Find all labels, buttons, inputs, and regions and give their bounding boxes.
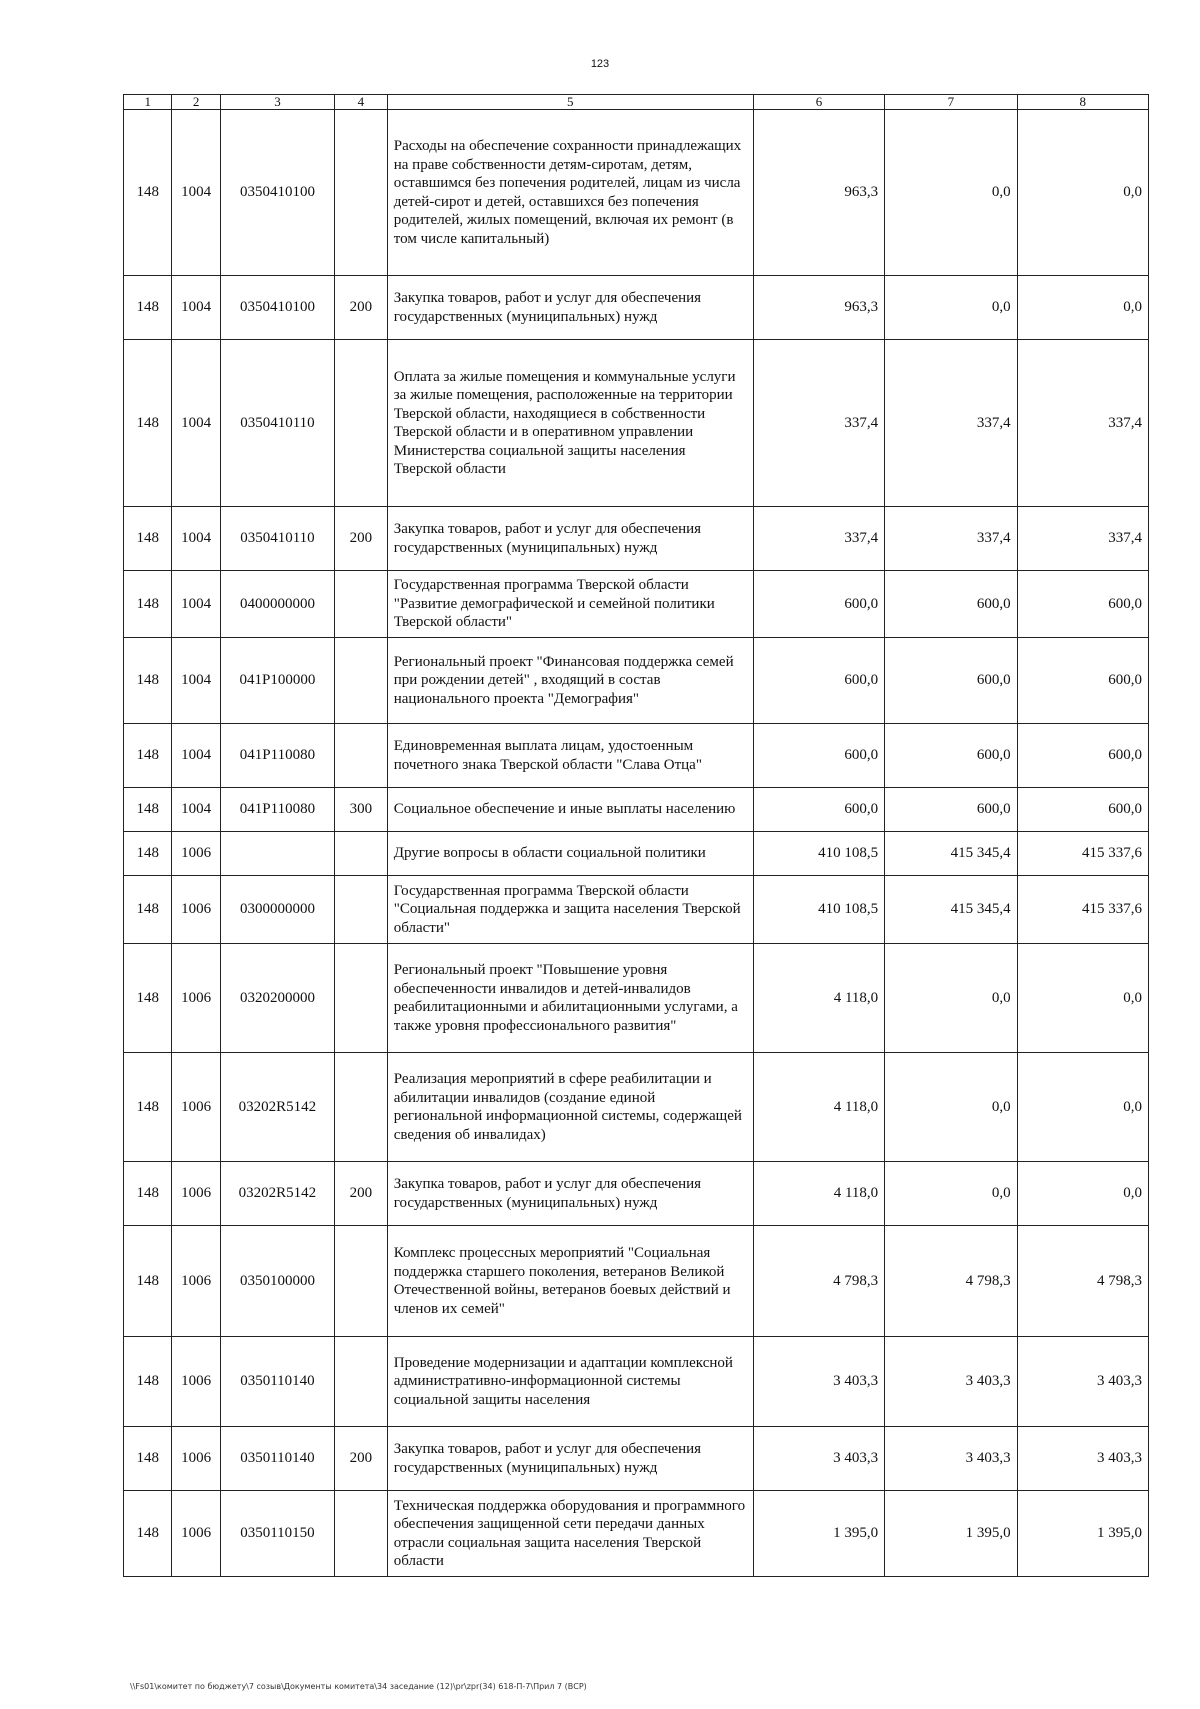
amount-col7-cell: 4 798,3	[885, 1226, 1017, 1337]
table-row	[124, 507, 1149, 571]
expense-type-cell: 200	[335, 276, 388, 340]
amount-col7-cell: 1 395,0	[885, 1491, 1017, 1577]
amount-col8-cell: 0,0	[1017, 944, 1148, 1053]
description-cell: Реализация мероприятий в сфере реабилитации и абилитации инвалидов (создание единой региональной информационной системы, содержащей сведения об инвалидах)	[387, 1053, 753, 1162]
section-code-cell: 1006	[172, 944, 220, 1053]
amount-col7-cell: 600,0	[885, 788, 1017, 832]
expense-type-cell	[335, 1491, 388, 1577]
column-header: 6	[753, 95, 884, 110]
amount-col7-cell: 0,0	[885, 1053, 1017, 1162]
amount-col8-cell: 1 395,0	[1017, 1491, 1148, 1577]
section-code-cell: 1006	[172, 832, 220, 876]
expense-type-cell	[335, 571, 388, 638]
amount-col8-cell: 0,0	[1017, 1053, 1148, 1162]
target-article-cell: 0350410110	[220, 507, 334, 571]
expense-type-cell	[335, 832, 388, 876]
table-row	[124, 1053, 1149, 1162]
table-row	[124, 1491, 1149, 1577]
description-cell: Региональный проект "Финансовая поддержка семей при рождении детей" , входящий в состав национального проекта "Демография"	[387, 638, 753, 724]
amount-col8-cell: 3 403,3	[1017, 1427, 1148, 1491]
target-article-cell: 041P110080	[220, 788, 334, 832]
table-row	[124, 1337, 1149, 1427]
section-code-cell: 1006	[172, 1053, 220, 1162]
table-row	[124, 944, 1149, 1053]
amount-col6-cell: 963,3	[753, 276, 884, 340]
description-cell: Расходы на обеспечение сохранности принадлежащих на праве собственности детям-сиротам, детям, оставшимся без попечения родителей, лицам из числа детей-сирот и детей, оставшихся без попечения родителей, жилых помещений, включая их ремонт (в том числе капитальный)	[387, 110, 753, 276]
budget-table	[123, 94, 1149, 1577]
expense-type-cell	[335, 340, 388, 507]
description-cell: Социальное обеспечение и иные выплаты населению	[387, 788, 753, 832]
amount-col6-cell: 600,0	[753, 724, 884, 788]
amount-col6-cell: 410 108,5	[753, 832, 884, 876]
amount-col6-cell: 963,3	[753, 110, 884, 276]
table-row	[124, 788, 1149, 832]
ministry-code-cell: 148	[124, 1491, 172, 1577]
section-code-cell: 1006	[172, 876, 220, 944]
expense-type-cell	[335, 724, 388, 788]
amount-col8-cell: 600,0	[1017, 724, 1148, 788]
description-cell: Оплата за жилые помещения и коммунальные услуги за жилые помещения, расположенные на территории Тверской области, находящиеся в собственности Тверской области и в оперативном управлении Министерства социальной защиты населения Тверской области	[387, 340, 753, 507]
ministry-code-cell: 148	[124, 788, 172, 832]
description-cell: Закупка товаров, работ и услуг для обеспечения государственных (муниципальных) нужд	[387, 276, 753, 340]
table-row	[124, 340, 1149, 507]
section-code-cell: 1006	[172, 1427, 220, 1491]
amount-col8-cell: 0,0	[1017, 110, 1148, 276]
expense-type-cell: 300	[335, 788, 388, 832]
amount-col7-cell: 0,0	[885, 944, 1017, 1053]
amount-col6-cell: 600,0	[753, 638, 884, 724]
section-code-cell: 1006	[172, 1491, 220, 1577]
column-header: 3	[220, 95, 334, 110]
amount-col8-cell: 0,0	[1017, 1162, 1148, 1226]
amount-col6-cell: 3 403,3	[753, 1427, 884, 1491]
amount-col6-cell: 4 118,0	[753, 1162, 884, 1226]
amount-col6-cell: 4 118,0	[753, 944, 884, 1053]
amount-col8-cell: 337,4	[1017, 340, 1148, 507]
amount-col8-cell: 337,4	[1017, 507, 1148, 571]
page-number: 123	[590, 58, 610, 70]
description-cell: Региональный проект "Повышение уровня обеспеченности инвалидов и детей-инвалидов реабилитационными и абилитационными услугами, а также уровня профессионального развития"	[387, 944, 753, 1053]
amount-col6-cell: 600,0	[753, 788, 884, 832]
target-article-cell: 0320200000	[220, 944, 334, 1053]
table-row	[124, 1427, 1149, 1491]
ministry-code-cell: 148	[124, 276, 172, 340]
section-code-cell: 1006	[172, 1226, 220, 1337]
description-cell: Закупка товаров, работ и услуг для обеспечения государственных (муниципальных) нужд	[387, 1427, 753, 1491]
section-code-cell: 1004	[172, 276, 220, 340]
description-cell: Другие вопросы в области социальной политики	[387, 832, 753, 876]
table-row	[124, 276, 1149, 340]
table-row	[124, 638, 1149, 724]
section-code-cell: 1004	[172, 724, 220, 788]
column-number-row	[124, 95, 1149, 110]
expense-type-cell	[335, 638, 388, 724]
expense-type-cell	[335, 944, 388, 1053]
expense-type-cell: 200	[335, 507, 388, 571]
amount-col6-cell: 337,4	[753, 340, 884, 507]
ministry-code-cell: 148	[124, 876, 172, 944]
section-code-cell: 1004	[172, 571, 220, 638]
footer-file-path: \\Fs01\комитет по бюджету\7 созыв\Документы комитета\34 заседание (12)\pr\zpr(34) 618-П-7\Прил 7 (ВСР)	[130, 1682, 587, 1691]
ministry-code-cell: 148	[124, 571, 172, 638]
target-article-cell: 0350110140	[220, 1337, 334, 1427]
expense-type-cell	[335, 1337, 388, 1427]
ministry-code-cell: 148	[124, 1053, 172, 1162]
table-row	[124, 832, 1149, 876]
column-header: 2	[172, 95, 220, 110]
description-cell: Государственная программа Тверской области "Социальная поддержка и защита населения Тверской области"	[387, 876, 753, 944]
ministry-code-cell: 148	[124, 944, 172, 1053]
amount-col7-cell: 600,0	[885, 724, 1017, 788]
target-article-cell	[220, 832, 334, 876]
amount-col7-cell: 600,0	[885, 638, 1017, 724]
amount-col6-cell: 337,4	[753, 507, 884, 571]
target-article-cell: 041P100000	[220, 638, 334, 724]
column-header: 8	[1017, 95, 1148, 110]
table-row	[124, 724, 1149, 788]
target-article-cell: 0400000000	[220, 571, 334, 638]
amount-col6-cell: 3 403,3	[753, 1337, 884, 1427]
target-article-cell: 041P110080	[220, 724, 334, 788]
target-article-cell: 03202R5142	[220, 1053, 334, 1162]
section-code-cell: 1004	[172, 110, 220, 276]
amount-col6-cell: 600,0	[753, 571, 884, 638]
amount-col7-cell: 3 403,3	[885, 1427, 1017, 1491]
ministry-code-cell: 148	[124, 1226, 172, 1337]
ministry-code-cell: 148	[124, 340, 172, 507]
amount-col8-cell: 600,0	[1017, 571, 1148, 638]
table-row	[124, 1226, 1149, 1337]
column-header: 7	[885, 95, 1017, 110]
target-article-cell: 0350410100	[220, 110, 334, 276]
amount-col7-cell: 600,0	[885, 571, 1017, 638]
description-cell: Закупка товаров, работ и услуг для обеспечения государственных (муниципальных) нужд	[387, 507, 753, 571]
section-code-cell: 1004	[172, 788, 220, 832]
description-cell: Техническая поддержка оборудования и программного обеспечения защищенной сети передачи данных отрасли социальная защита населения Тверской области	[387, 1491, 753, 1577]
ministry-code-cell: 148	[124, 1337, 172, 1427]
amount-col8-cell: 4 798,3	[1017, 1226, 1148, 1337]
ministry-code-cell: 148	[124, 724, 172, 788]
amount-col8-cell: 0,0	[1017, 276, 1148, 340]
expense-type-cell	[335, 1226, 388, 1337]
amount-col7-cell: 0,0	[885, 1162, 1017, 1226]
target-article-cell: 0350110150	[220, 1491, 334, 1577]
target-article-cell: 0350410110	[220, 340, 334, 507]
expense-type-cell: 200	[335, 1427, 388, 1491]
amount-col7-cell: 337,4	[885, 507, 1017, 571]
ministry-code-cell: 148	[124, 1162, 172, 1226]
target-article-cell: 0350410100	[220, 276, 334, 340]
description-cell: Закупка товаров, работ и услуг для обеспечения государственных (муниципальных) нужд	[387, 1162, 753, 1226]
column-header: 1	[124, 95, 172, 110]
table-row	[124, 571, 1149, 638]
description-cell: Проведение модернизации и адаптации комплексной административно-информационной системы социальной защиты населения	[387, 1337, 753, 1427]
amount-col8-cell: 3 403,3	[1017, 1337, 1148, 1427]
amount-col7-cell: 415 345,4	[885, 876, 1017, 944]
expense-type-cell: 200	[335, 1162, 388, 1226]
ministry-code-cell: 148	[124, 1427, 172, 1491]
ministry-code-cell: 148	[124, 638, 172, 724]
description-cell: Единовременная выплата лицам, удостоенным почетного знака Тверской области "Слава Отца"	[387, 724, 753, 788]
section-code-cell: 1006	[172, 1337, 220, 1427]
target-article-cell: 0350100000	[220, 1226, 334, 1337]
table-row	[124, 876, 1149, 944]
column-header: 5	[387, 95, 753, 110]
amount-col7-cell: 337,4	[885, 340, 1017, 507]
section-code-cell: 1004	[172, 507, 220, 571]
amount-col7-cell: 0,0	[885, 276, 1017, 340]
ministry-code-cell: 148	[124, 110, 172, 276]
section-code-cell: 1004	[172, 638, 220, 724]
ministry-code-cell: 148	[124, 507, 172, 571]
description-cell: Комплекс процессных мероприятий "Социальная поддержка старшего поколения, ветеранов Великой Отечественной войны, ветеранов боевых действий и членов их семей"	[387, 1226, 753, 1337]
description-cell: Государственная программа Тверской области "Развитие демографической и семейной политики Тверской области"	[387, 571, 753, 638]
target-article-cell: 0350110140	[220, 1427, 334, 1491]
amount-col6-cell: 1 395,0	[753, 1491, 884, 1577]
section-code-cell: 1004	[172, 340, 220, 507]
expense-type-cell	[335, 876, 388, 944]
amount-col7-cell: 0,0	[885, 110, 1017, 276]
amount-col8-cell: 600,0	[1017, 788, 1148, 832]
target-article-cell: 03202R5142	[220, 1162, 334, 1226]
column-header: 4	[335, 95, 388, 110]
section-code-cell: 1006	[172, 1162, 220, 1226]
expense-type-cell	[335, 110, 388, 276]
target-article-cell: 0300000000	[220, 876, 334, 944]
amount-col6-cell: 4 798,3	[753, 1226, 884, 1337]
amount-col6-cell: 410 108,5	[753, 876, 884, 944]
amount-col8-cell: 600,0	[1017, 638, 1148, 724]
ministry-code-cell: 148	[124, 832, 172, 876]
amount-col6-cell: 4 118,0	[753, 1053, 884, 1162]
amount-col8-cell: 415 337,6	[1017, 832, 1148, 876]
table-row	[124, 1162, 1149, 1226]
amount-col8-cell: 415 337,6	[1017, 876, 1148, 944]
table-row	[124, 110, 1149, 276]
amount-col7-cell: 415 345,4	[885, 832, 1017, 876]
amount-col7-cell: 3 403,3	[885, 1337, 1017, 1427]
expense-type-cell	[335, 1053, 388, 1162]
